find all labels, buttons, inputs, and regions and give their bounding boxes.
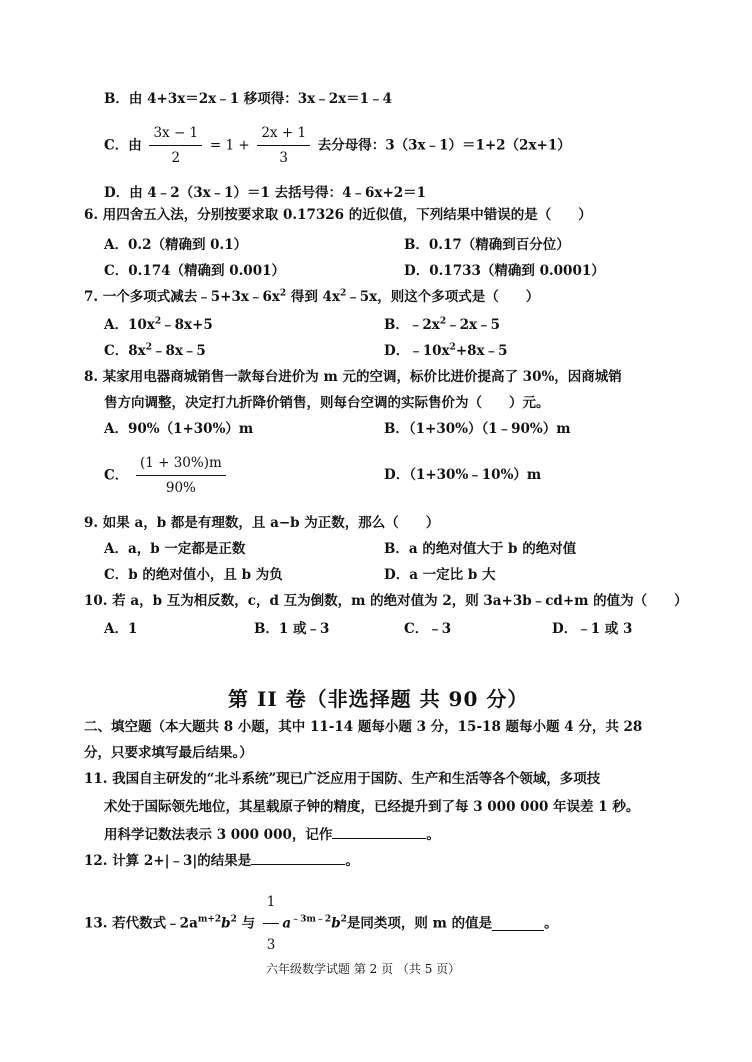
q5-fraction-1: [149, 122, 202, 169]
q13-fraction-denominator: 3: [266, 937, 276, 953]
page-footer: 六年级数学试题 第 2 页 （共 5 页）: [266, 962, 461, 976]
q7-option-d: [384, 342, 507, 360]
q13-end-mark: 。: [544, 915, 558, 932]
q9-option-c: C．b 的绝对值小，且 b 为负: [104, 567, 283, 583]
q12-line: [84, 850, 359, 870]
q5-option-d: D．由 4﹣2（3x﹣1）＝1 去括号得：4﹣6x+2＝1: [104, 185, 427, 201]
q7-stem: [84, 288, 539, 306]
q5-fraction-2-denominator: 3: [279, 150, 288, 166]
q13-exponent-1: m+2: [197, 914, 222, 925]
q7-option-c-part-1: C．8x: [104, 343, 146, 359]
q7-exponent: 2: [449, 342, 456, 353]
q7-stem-part-a: 7. 一个多项式减去﹣5+3x﹣6x: [84, 289, 280, 305]
q7-stem-part-b: 得到 4x: [290, 289, 341, 305]
q9-option-d: D．a 一定比 b 大: [384, 567, 496, 583]
q8-option-a: A．90%（1+30%）m: [104, 421, 254, 437]
q10-option-d: D．﹣1 或 3: [552, 621, 633, 637]
q6-option-d: D．0.1733（精确到 0.0001）: [404, 263, 605, 279]
q12-text: 12. 计算 2+|﹣3|的结果是: [84, 853, 252, 869]
q13-fraction-numerator: 1: [263, 882, 280, 924]
q7-option-a: [104, 316, 213, 334]
q10-option-c: C．﹣3: [404, 621, 452, 637]
q9-option-a: A．a，b 一定都是正数: [104, 541, 246, 557]
q7-exponent: 2: [145, 342, 152, 353]
q13-connector: 与: [241, 915, 256, 932]
q11-answer-blank[interactable]: [332, 824, 426, 839]
q11-line-3: [104, 824, 440, 844]
q10-stem: 10. 若 a，b 互为相反数，c，d 互为倒数，m 的绝对值为 2，则 3a+3b﹣cd+m 的值为（ ）: [84, 593, 688, 609]
q11-line-2: 术处于国际领先地位，其星载原子钟的精度，已经提升到了每 3 000 000 年误差 1 秒。: [104, 799, 640, 815]
q7-option-b-part-2: ﹣2x﹣5: [446, 317, 500, 333]
q7-option-b: [384, 316, 500, 334]
q6-option-b: B．0.17（精确到百分位）: [404, 237, 570, 253]
part-2-title: 第 II 卷（非选择题 共 90 分）: [228, 687, 529, 711]
q9-option-b: B．a 的绝对值大于 b 的绝对值: [384, 541, 577, 557]
q8-option-c: [104, 452, 229, 499]
q7-exponent: 2: [279, 288, 287, 299]
q13-exponent-3: ﹣3m﹣2: [291, 914, 332, 925]
q13-part-f: 是同类项，则 m 的值是: [346, 915, 493, 932]
q7-option-c-part-2: ﹣8x﹣5: [151, 343, 206, 359]
q5-fraction-2: [257, 122, 310, 169]
q6-stem: 6. 用四舍五入法，分别按要求取 0.17326 的近似值，下列结果中错误的是（ ）: [84, 207, 592, 223]
q5-option-c-suffix: 去分母得：3（3x﹣1）＝1+2（2x+1）: [317, 137, 571, 154]
q9-stem: 9. 如果 a，b 都是有理数，且 a−b 为正数，那么（ ）: [84, 515, 440, 531]
q13-answer-blank[interactable]: [492, 916, 544, 931]
q7-stem-part-c: ﹣5x，则这个多项式是（ ）: [346, 289, 540, 305]
q5-fraction-1-numerator: 3x − 1: [149, 122, 202, 146]
q7-option-d-part-2: +8x﹣5: [455, 343, 508, 359]
q7-exponent: 2: [154, 316, 162, 327]
q13-line: [84, 882, 558, 965]
q12-end-mark: 。: [345, 853, 359, 869]
q7-option-d-part-1: D．﹣10x: [384, 343, 450, 359]
q12-answer-blank[interactable]: [251, 850, 345, 865]
q7-option-a-part-1: A．10x: [104, 317, 155, 333]
q6-option-c: C．0.174（精确到 0.001）: [104, 263, 285, 279]
q6-option-a: A．0.2（精确到 0.1）: [104, 237, 248, 253]
q13-part-a: 13. 若代数式﹣2a: [84, 915, 198, 932]
q8-option-c-fraction: [136, 452, 226, 499]
q8-option-c-denominator: 90%: [165, 480, 196, 496]
q8-option-d: D．（1+30%﹣10%）m: [384, 467, 542, 483]
q13-exponent-2: 2: [230, 914, 237, 925]
q13-variable-b-2: b: [331, 915, 341, 932]
q8-stem-line-2: 售方向调整，决定打九折降价销售，则每台空调的实际售价为（ ）元。: [104, 395, 550, 411]
part-2-description-line-2: 分，只要求填写最后结果。）: [84, 745, 253, 761]
q5-option-c-prefix: C．由: [104, 137, 142, 154]
q13-variable-a: a: [282, 915, 292, 932]
q11-end-mark: 。: [426, 827, 440, 843]
part-2-description-line-1: 二、填空题（本大题共 8 小题，其中 11-14 题每小题 3 分，15-18 题每小题 4 分，共 28: [84, 719, 643, 735]
q5-option-c: [104, 122, 571, 169]
q7-exponent: 2: [439, 316, 447, 327]
q5-fraction-2-numerator: 2x + 1: [257, 122, 310, 146]
q8-option-c-numerator: (1 + 30%)m: [136, 452, 226, 476]
q5-fraction-1-denominator: 2: [171, 150, 181, 166]
q5-option-b: B．由 4+3x＝2x﹣1 移项得：3x﹣2x＝1﹣4: [104, 91, 392, 107]
q7-option-c: [104, 342, 206, 360]
q11-line-1: 11. 我国自主研发的“北斗系统”现已广泛应用于国防、生产和生活等各个领域，多项技: [84, 771, 601, 787]
q13-exponent-4: 2: [340, 914, 347, 925]
q8-stem-line-1: 8. 某家用电器商城销售一款每台进价为 m 元的空调，标价比进价提高了 30%，因商城销: [84, 369, 622, 385]
q8-option-b: B．（1+30%）（1﹣90%）m: [384, 421, 571, 437]
q10-option-a: A．1: [104, 621, 138, 637]
q7-option-a-part-2: ﹣8x+5: [161, 317, 213, 333]
q7-option-b-part-1: B．﹣2x: [384, 317, 440, 333]
q10-option-b: B．1 或﹣3: [254, 621, 330, 637]
q11-line-3-text: 用科学记数法表示 3 000 000，记作: [104, 827, 333, 843]
q13-fraction: [263, 882, 280, 965]
q13-variable-b: b: [221, 915, 231, 932]
q5-option-c-mid: = 1 +: [209, 137, 250, 154]
q7-exponent: 2: [340, 288, 347, 299]
q8-option-c-prefix: C．: [104, 467, 129, 484]
